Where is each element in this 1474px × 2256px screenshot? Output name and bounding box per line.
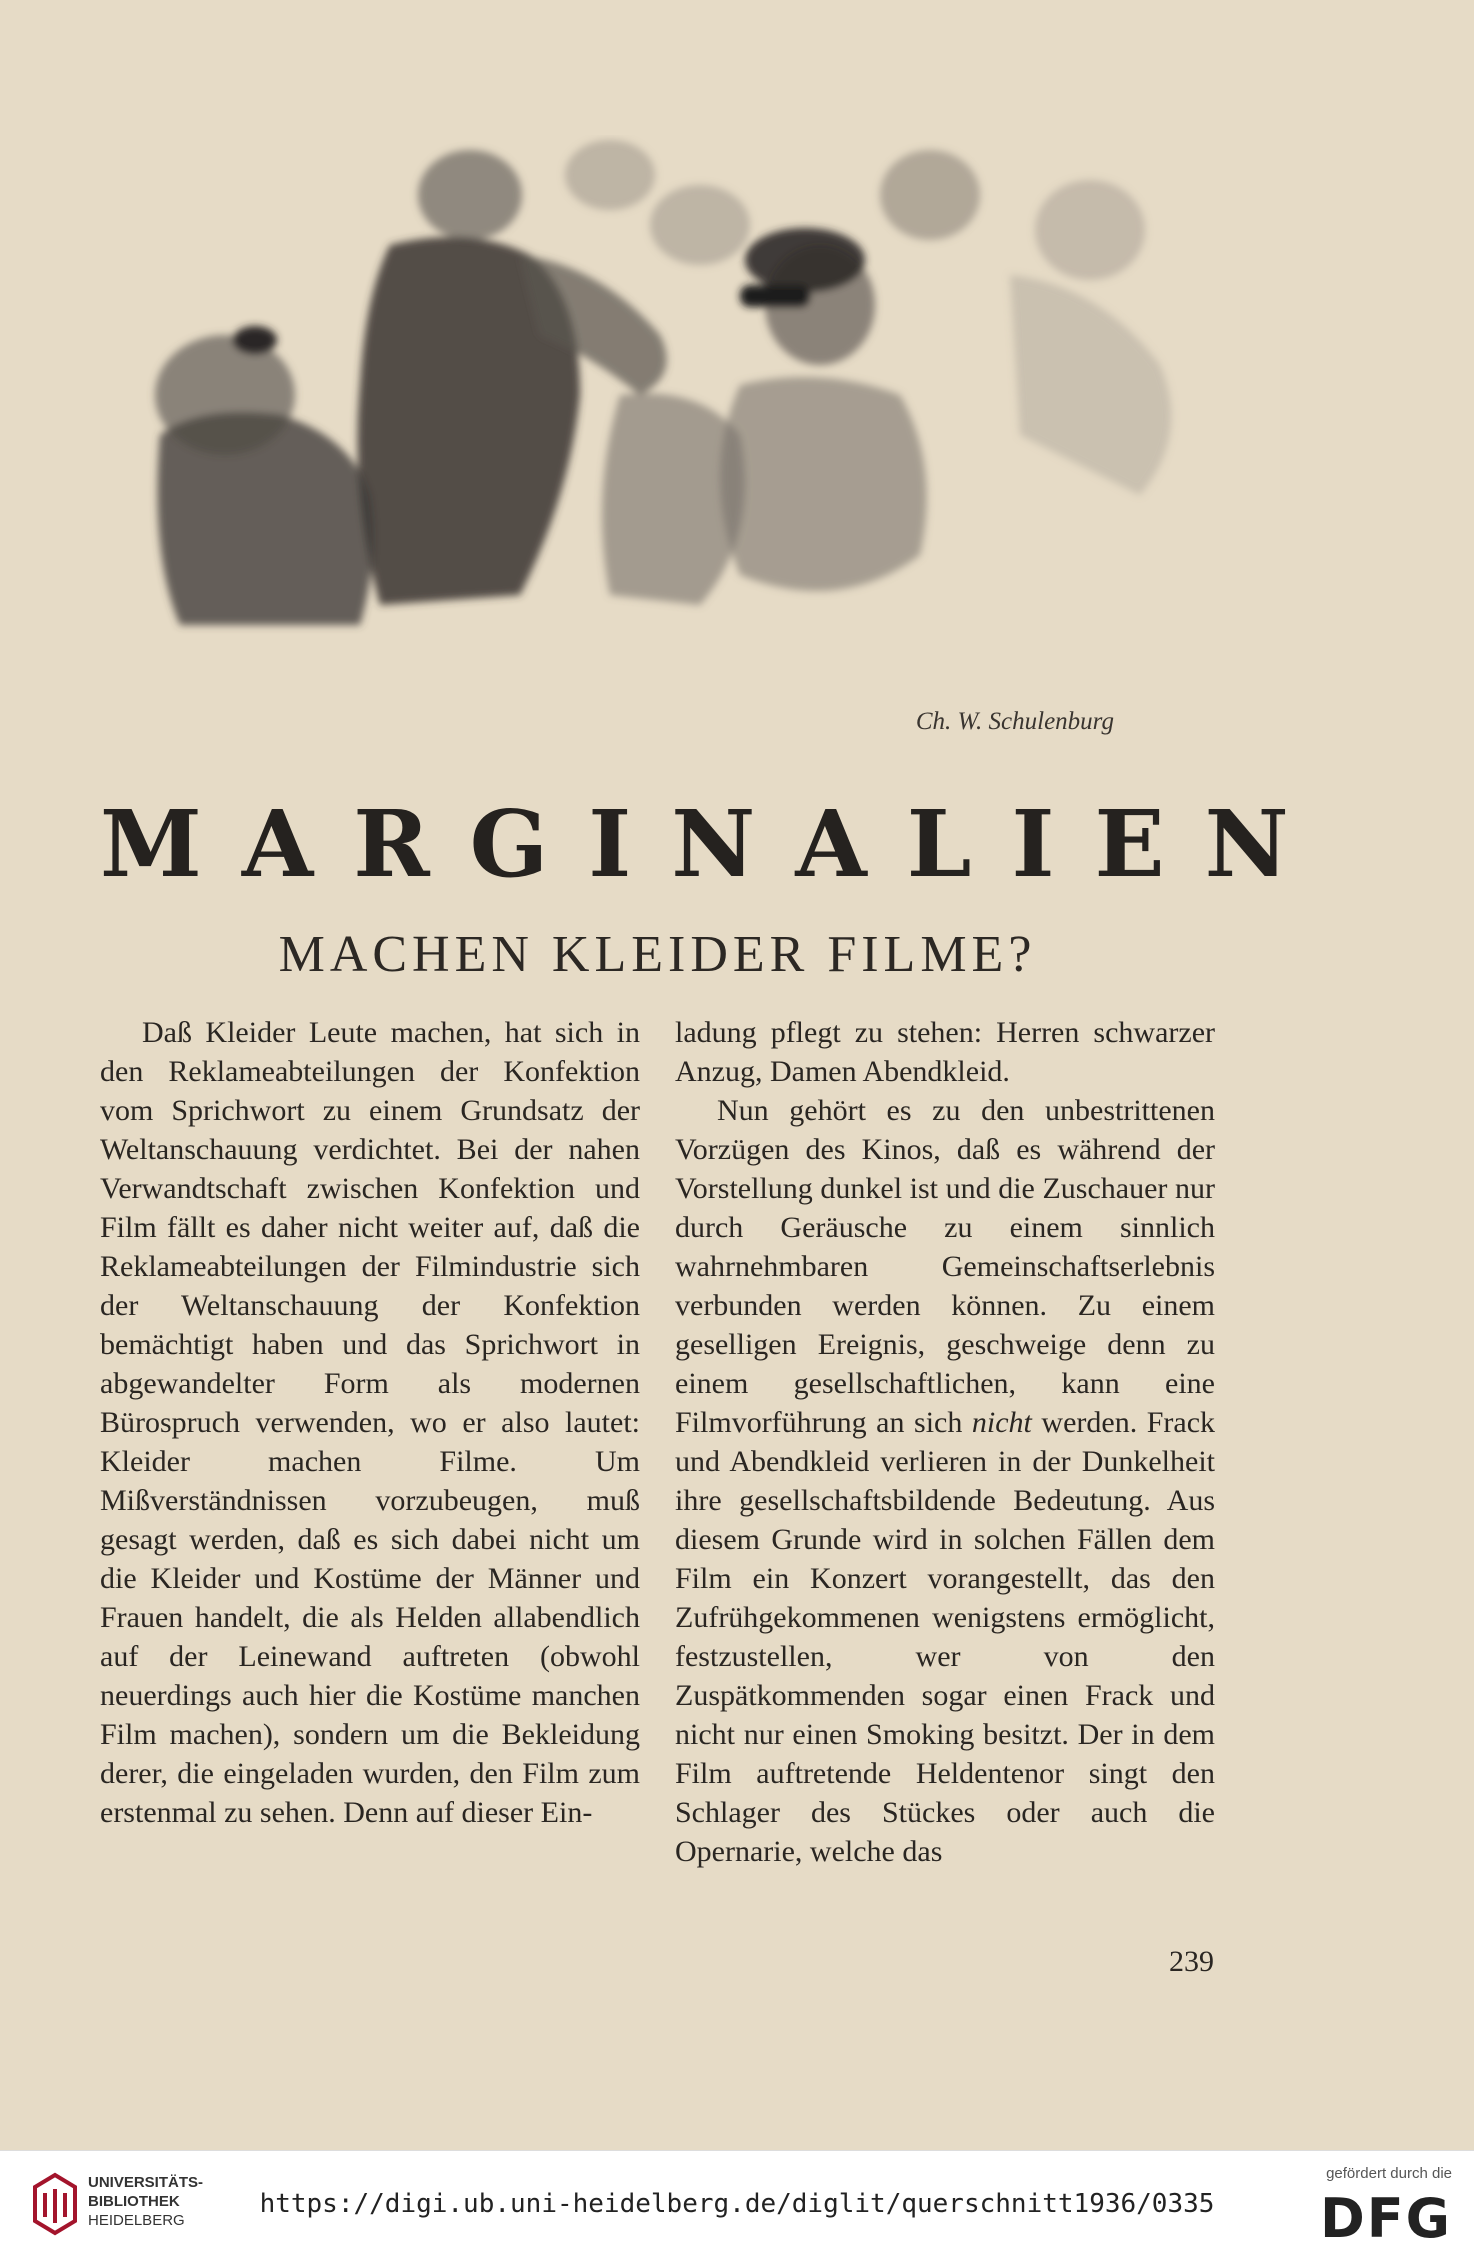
paragraph: Daß Kleider Leute machen, hat sich in den Reklameabteilungen der Konfektion vom Sprichwort zu einem Grundsatz der Weltanschauung verdichtet. Bei der nahen Verwandtschaft zwischen Konfektion und Film fällt es daher nicht weiter auf, daß die Reklameabteilungen der Filmindustrie sich der Weltanschauung der Konfektion bemächtigt haben und das Sprichwort in abgewandelter Form als modernen Bürospruch verwenden, wo er also lautet: Kleider machen Filme. Um Mißverständnissen vorzubeugen, muß gesagt werden, daß es sich dabei nicht um die Kleider und Kostüme der Männer und Frauen handelt, die als Helden allabendlich auf der Leinewand auftreten (obwohl neuerdings auch hier die Kostüme manchen Film machen), sondern um die Bekleidung derer, die eingeladen wurden, den Film zum erstenmal zu sehen. Denn auf dieser Ein- xyxy=(100,1016,640,1829)
article-title: MACHEN KLEIDER FILME? xyxy=(278,926,1037,983)
library-name-line: HEIDELBERG xyxy=(88,2212,185,2229)
library-name-line: BIBLIOTHEK xyxy=(88,2193,180,2210)
paragraph-text: werden. Frack und Abendkleid verlieren in der Dunkelheit ihre gesellschaftsbildende Bedeutung. Aus diesem Grunde wird in solchen Fällen dem Film ein Konzert vorangestellt, das den Zufrühgekommenen wenigstens ermöglicht, festzustellen, wer von den Zuspätkommenden sogar einen Frack und nicht nur einen Smoking besitzt. Der in dem Film auftretende Heldentenor singt den Schlager des Stückes oder auch die Opernarie, welche das xyxy=(675,1406,1216,1868)
viewer-footer xyxy=(0,2150,1474,2256)
illustration-caption: Ch. W. Schulenburg xyxy=(915,708,1114,735)
library-name-line: UNIVERSITÄTS- xyxy=(88,2174,204,2191)
page-number: 239 xyxy=(1169,1945,1214,1978)
column-right xyxy=(675,1013,1215,1871)
illustration-audience-sketch xyxy=(140,135,1220,635)
paragraph xyxy=(675,1091,1215,1871)
section-masthead: MARGINALIEN xyxy=(100,790,1329,898)
funding-note: gefördert durch die xyxy=(1326,2165,1452,2182)
paragraph-text: Nun gehört es zu den unbestrittenen Vorzügen des Kinos, daß es während der Vorstellung dunkel ist und die Zuschauer nur durch Geräusche zu einem sinnlich wahrnehmbaren Gemeinschaftserlebnis verbunden werden können. Zu einem geselligen Ereignis, geschweige denn zu einem gesellschaftlichen, kann eine Filmvorführung an sich xyxy=(675,1094,1215,1439)
dfg-logo: DFG xyxy=(1319,2187,1452,2250)
article-body xyxy=(100,1013,1215,1913)
column-left xyxy=(100,1013,640,1832)
paragraph-continuation: ladung pflegt zu stehen: Herren schwarzer Anzug, Damen Abendkleid. xyxy=(675,1016,1215,1088)
emphasis: nicht xyxy=(971,1406,1032,1439)
permalink-url[interactable]: https://digi.ub.uni-heidelberg.de/diglit/querschnitt1936/0335 xyxy=(259,2189,1215,2219)
